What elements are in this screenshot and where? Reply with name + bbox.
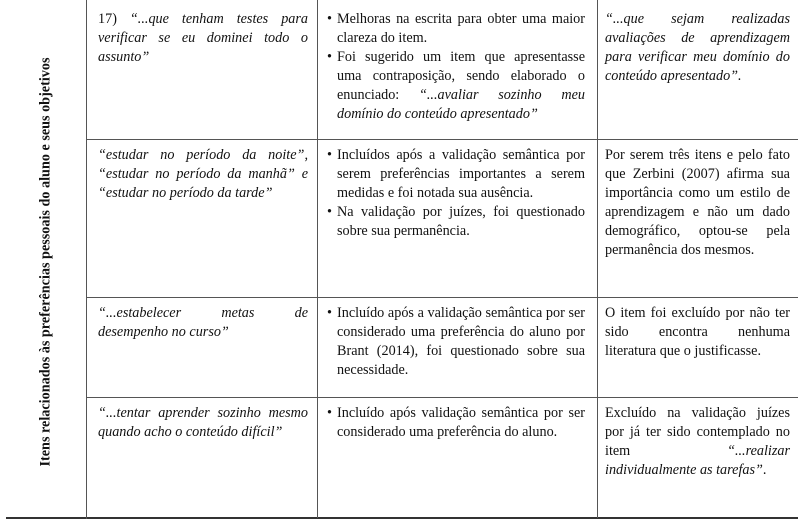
result-cell-4 [605,404,790,480]
result-text: Excluído na validação juízes por já ter sido contemplado no item [605,405,790,459]
row-header-border [86,0,87,519]
item-text: “...que tenham testes para verificar se eu dominei todo o assunto” [98,11,309,65]
list-item: • Incluído após validação semântica por ser considerado uma preferência do aluno. [327,405,585,440]
row-divider-2 [86,297,798,298]
validation-cell-2 [327,146,585,241]
result-suffix: . [762,462,767,478]
item-cell-17 [98,10,308,67]
item-cell-4 [98,404,308,442]
list-item: • Foi sugerido um item que apresentasse uma contraposição, sendo elaborado o enunciado: “...avaliar sozinho meu domínio do conteúdo apresentado” [327,49,585,122]
list-item: • Melhoras na escrita para obter uma maior clareza do item. [327,11,585,46]
item-cell-3 [98,304,308,342]
result-text: O item foi excluído por não ter sido encontra nenhuma literatura que o justificasse. [605,305,790,359]
result-text: “...que sejam realizadas avaliações de aprendizagem para verificar meu domínio do conteúdo apresentado”. [605,11,790,84]
item-text: “...estabelecer metas de desempenho no curso” [98,305,308,340]
suggested-statement: “...avaliar sozinho meu domínio do conteúdo apresentado” [337,87,585,122]
list-item: • Incluído após a validação semântica por ser considerado uma preferência do aluno por Brant (2014), foi questionado sobre sua necessidade. [327,305,585,378]
row-divider-1 [86,139,798,140]
result-text: Por serem três itens e pelo fato que Zerbini (2007) afirma sua importância como um estilo de aprendizagem e não um dado demográfico, optou-se pela permanência dos mesmos. [605,147,790,258]
list-item: • Na validação por juízes, foi questionado sobre sua permanência. [327,204,585,239]
validation-cell-3 [327,304,585,380]
result-cell-3 [605,304,790,361]
list-item: • Incluídos após a validação semântica por serem preferências importantes a serem medidas e foi notada sua ausência. [327,147,585,201]
item-text: “...tentar aprender sozinho mesmo quando acho o conteúdo difícil” [98,405,308,440]
item-cell-2 [98,146,308,203]
column-divider-1 [317,0,318,518]
column-divider-2 [597,0,598,518]
item-text: “estudar no período da noite”, “estudar no período da manhã” e “estudar no período da tarde” [98,147,308,201]
row-divider-3 [86,397,798,398]
result-cell-2 [605,146,790,260]
item-number: 17) [98,11,117,27]
table-border-bottom [6,517,798,519]
row-group-header [7,6,85,518]
validation-cell-4 [327,404,585,442]
result-quote: “...realizar individualmente as tarefas” [605,443,790,478]
result-cell-1 [605,10,790,86]
validation-cell-1 [327,10,585,124]
row-group-header-text: Itens relacionados às preferências pessoais do aluno e seus objetivos [37,57,54,467]
